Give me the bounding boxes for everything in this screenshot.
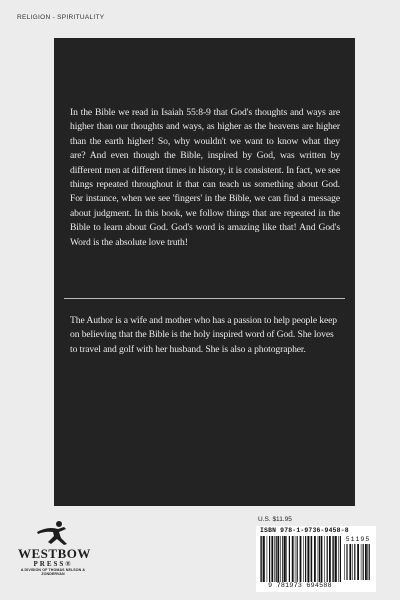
- divider: [64, 298, 345, 299]
- category-label: RELIGION - SPIRITUALITY: [17, 14, 105, 21]
- isbn: ISBN 978-1-9736-9458-8: [260, 527, 349, 534]
- running-figure-icon: [34, 520, 72, 546]
- addon-barcode-bars: [344, 544, 372, 580]
- publisher-name: WESTBOW: [18, 546, 91, 561]
- ean-number: 9 781973 694588: [268, 582, 332, 589]
- author-bio: The Author is a wife and mother who has a passion to help people keep on believing that the Bible is the holy inspired word of God. She loves to travel and golf with her husband. She is also a photographer.: [70, 315, 337, 355]
- publisher-press: PRESS®: [33, 560, 73, 568]
- publisher-division: A DIVISION OF THOMAS NELSON & ZONDERVAN: [20, 568, 86, 577]
- description-panel: [54, 38, 355, 506]
- ean-barcode-bars: [260, 536, 342, 582]
- publisher-logo: [18, 520, 91, 592]
- price: U.S. $11.95: [258, 516, 292, 523]
- addon-code: 51195: [345, 536, 371, 543]
- barcode: [256, 526, 376, 592]
- book-blurb: In the Bible we read in Isaiah 55:8-9 that God's thoughts and ways are higher than our thoughts and ways, as higher as the heavens are higher than the earth higher! So, why wouldn't we want to know what they are? And even though the Bible, inspired by God, was written by different men at different times in history, it is consistent. In fact, we see things repeated throughout it that can teach us something about God. For instance, when we see 'fingers' in the Bible, we can find a message about judgment. In this book, we follow things that are repeated in the Bible to learn about God. God's word is amazing like that! And God's Word is the absolute love truth!: [70, 107, 340, 248]
